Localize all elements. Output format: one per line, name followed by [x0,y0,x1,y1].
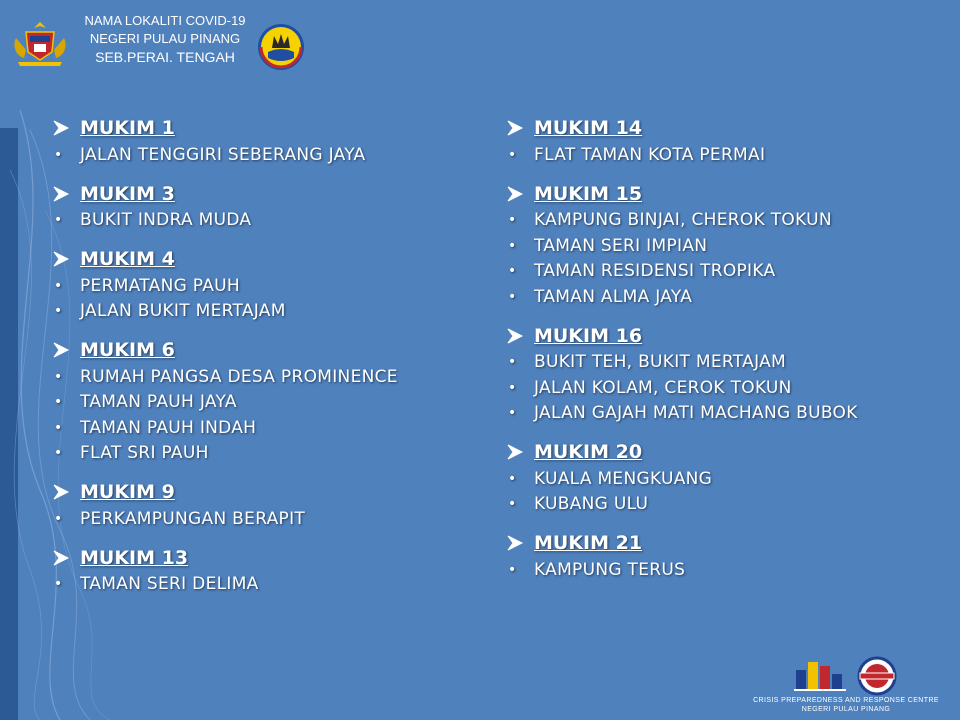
locality-item [506,284,946,310]
locality-item [506,466,946,492]
bullet-icon: • [54,510,63,527]
mukim-heading [506,529,946,557]
locality-item [506,350,946,376]
chevron-arrow-icon [52,249,80,269]
locality-list-right [506,114,946,595]
locality-name: PERKAMPUNGAN BERAPIT [80,508,306,529]
mukim-title: MUKIM 1 [80,117,175,139]
bullet-icon: • [508,354,517,371]
bullet-icon: • [508,496,517,513]
chevron-arrow-icon [506,326,534,346]
mukim-title: MUKIM 4 [80,248,175,270]
mukim-heading [52,245,492,273]
locality-name: KUBANG ULU [534,494,649,515]
mukim-title: MUKIM 15 [534,182,643,205]
locality-item [52,273,492,299]
mukim-group [506,438,946,517]
footer-logos [740,656,952,696]
chevron-arrow-icon [506,533,534,553]
bullet-icon: • [54,576,63,593]
locality-name: JALAN KOLAM, CEROK TOKUN [534,377,792,398]
stop-covid-logo-icon [856,656,898,696]
bullet-icon: • [54,146,63,163]
chevron-arrow-icon [52,482,80,502]
mukim-group [506,529,946,583]
locality-name: JALAN BUKIT MERTAJAM [80,301,286,322]
locality-item [506,208,946,234]
mukim-title: MUKIM 20 [534,441,643,463]
locality-name: JALAN TENGGIRI SEBERANG JAYA [80,144,366,165]
bullet-icon: • [508,263,517,280]
locality-item [52,364,492,390]
locality-name: TAMAN PAUH INDAH [80,417,257,438]
chevron-arrow-icon [52,118,80,138]
mukim-group [52,114,492,168]
locality-item [506,557,946,583]
locality-item [52,506,492,532]
locality-name: TAMAN SERI IMPIAN [534,235,708,256]
locality-name: BUKIT TEH, BUKIT MERTAJAM [534,352,787,373]
bullet-icon: • [508,470,517,487]
locality-name: TAMAN PAUH JAYA [80,392,237,413]
mukim-title: MUKIM 3 [80,182,175,205]
bullet-icon: • [508,561,517,578]
bullet-icon: • [54,277,63,294]
bullet-icon: • [54,445,63,462]
locality-item [52,415,492,441]
mukim-title: MUKIM 13 [80,546,189,569]
bullet-icon: • [54,368,63,385]
locality-list-left [52,114,492,609]
header-title-line1: NAMA LOKALITI COVID-19 [84,13,246,28]
locality-name: PERMATANG PAUH [80,275,240,296]
malaysia-coat-of-arms-icon [10,18,70,70]
bullet-icon: • [508,379,517,396]
locality-name: FLAT SRI PAUH [80,443,209,464]
mukim-heading [52,544,492,572]
bullet-icon: • [54,394,63,411]
bullet-icon: • [54,303,63,320]
footer-org-state: NEGERI PULAU PINANG [801,706,891,713]
locality-item [52,572,492,598]
mukim-group [506,114,946,168]
mukim-heading [52,478,492,506]
chevron-arrow-icon [506,442,534,462]
locality-item [506,233,946,259]
locality-name: TAMAN RESIDENSI TROPIKA [534,261,776,282]
footer [740,656,952,716]
footer-org-name: CRISIS PREPAREDNESS AND RESPONSE CENTRE [753,697,939,704]
mukim-heading [506,322,946,350]
locality-name: KAMPUNG TERUS [534,559,686,580]
mukim-title: MUKIM 14 [534,117,643,139]
locality-item [52,390,492,416]
locality-name: RUMAH PANGSA DESA PROMINENCE [80,366,398,387]
mukim-group [52,478,492,532]
header-district: SEB.PERAI. TENGAH [95,49,235,65]
mukim-group [52,180,492,234]
mukim-group [506,180,946,310]
mukim-group [52,245,492,324]
bullet-icon: • [54,419,63,436]
locality-name: KAMPUNG BINJAI, CHEROK TOKUN [534,210,832,231]
locality-item [506,259,946,285]
mukim-heading [52,180,492,208]
bullet-icon: • [508,146,517,163]
mukim-group [52,336,492,466]
mukim-heading [506,438,946,466]
mukim-heading [52,336,492,364]
mukim-heading [506,180,946,208]
bullet-icon: • [508,212,517,229]
mukim-heading [506,114,946,142]
chevron-arrow-icon [506,118,534,138]
locality-item [52,441,492,467]
mukim-group [506,322,946,427]
locality-item [52,299,492,325]
locality-name: TAMAN SERI DELIMA [80,574,259,595]
locality-name: BUKIT INDRA MUDA [80,210,252,231]
penang-state-logo-icon [256,22,306,72]
header [6,6,306,72]
locality-item [52,142,492,168]
locality-name: JALAN GAJAH MATI MACHANG BUBOK [534,403,858,424]
cprc-logo-icon [792,656,850,694]
locality-item [506,375,946,401]
header-title-line2: NEGERI PULAU PINANG [89,31,241,46]
bullet-icon: • [54,212,63,229]
locality-name: FLAT TAMAN KOTA PERMAI [534,144,766,165]
mukim-heading [52,114,492,142]
locality-item [506,142,946,168]
chevron-arrow-icon [52,340,80,360]
chevron-arrow-icon [52,184,80,204]
bullet-icon: • [508,237,517,254]
mukim-title: MUKIM 21 [534,532,643,554]
locality-name: KUALA MENGKUANG [534,468,713,489]
bullet-icon: • [508,288,517,305]
mukim-title: MUKIM 6 [80,339,175,361]
bullet-icon: • [508,405,517,422]
locality-item [506,492,946,518]
mukim-group [52,544,492,598]
mukim-title: MUKIM 9 [80,481,175,503]
chevron-arrow-icon [506,184,534,204]
locality-item [52,208,492,234]
locality-item [506,401,946,427]
chevron-arrow-icon [52,548,80,568]
header-title-block [72,12,258,66]
locality-name: TAMAN ALMA JAYA [534,286,693,307]
mukim-title: MUKIM 16 [534,324,643,347]
